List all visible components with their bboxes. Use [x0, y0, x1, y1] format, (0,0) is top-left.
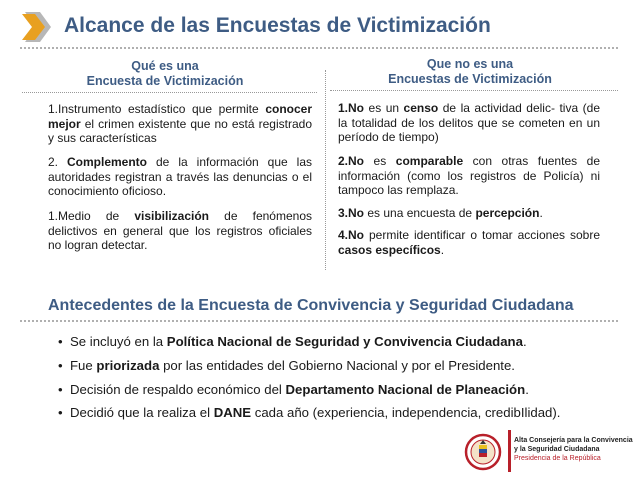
bullet-2-post: por las entidades del Gobierno Nacional y por el Presidente.: [159, 357, 515, 373]
right-column-heading: [335, 57, 605, 87]
list-item: [58, 401, 560, 425]
list-item: [58, 330, 560, 354]
right-heading-line2: Encuestas de Victimización: [388, 72, 552, 86]
right-heading-line1: Que no es una: [426, 57, 514, 71]
left-column-heading: [40, 59, 290, 89]
bullet-1-bold: Política Nacional de Seguridad y Convivencia Ciudadana: [166, 334, 523, 349]
right-item-1: [338, 101, 600, 145]
antecedentes-list: [58, 330, 560, 425]
right-item-1-bold: censo: [403, 101, 439, 115]
footer-line1: Alta Consejería para la Convivencia: [514, 437, 633, 444]
right-item-4-text1: permite identificar o tomar acciones sobre: [364, 228, 600, 242]
right-item-2: [338, 154, 600, 198]
column-divider: [325, 70, 326, 270]
left-item-3-lead: 1.Medio de: [48, 209, 135, 223]
left-item-1-bold: conocer mejor: [48, 102, 312, 131]
coat-of-arms-icon: [462, 433, 504, 471]
right-item-4-text2: .: [440, 242, 445, 257]
right-item-2-text1: es: [364, 154, 396, 168]
right-item-3-text1: es una encuesta de: [364, 206, 476, 220]
bullet-4-bold: DANE: [213, 405, 252, 421]
bullet-3-post: .: [525, 381, 529, 397]
bullet-3-bold: Departamento Nacional de Planeación: [285, 381, 526, 397]
bullet-2-pre: Fue: [70, 357, 97, 373]
right-item-4: [338, 228, 600, 257]
left-heading-divider: [22, 92, 317, 93]
left-item-2-bold: Complemento: [67, 155, 148, 169]
chevron-logo-icon: [20, 10, 54, 44]
list-item: [58, 378, 560, 402]
section-title: Antecedentes de la Encuesta de Convivencia y Seguridad Ciudadana: [48, 297, 574, 314]
right-item-3-num: 3.No: [338, 206, 365, 220]
left-item-2-tail: de la información que las autoridades registran a través las denuncias o el conocimiento oficioso.: [48, 155, 313, 199]
right-item-4-num: 4.No: [338, 228, 365, 242]
bullet-3-pre: Decisión de respaldo económico del: [70, 381, 286, 397]
right-item-3: [338, 206, 600, 221]
right-item-3-text2: .: [539, 206, 543, 220]
right-item-4-bold: casos específicos: [338, 242, 441, 257]
right-item-1-num: 1.No: [338, 101, 365, 115]
right-heading-divider: [330, 90, 618, 91]
left-item-2-lead: 2.: [48, 155, 67, 169]
bullet-1-pre: Se incluyó en la: [70, 334, 167, 349]
right-item-1-text2: de la actividad delic- tiva (de la totalidad de los delitos que se cometen en un período de tiempo): [338, 101, 600, 145]
right-item-3-bold: percepción: [475, 206, 540, 220]
left-heading-line2: Encuesta de Victimización: [86, 74, 244, 88]
page-title: Alcance de las Encuestas de Victimización: [64, 14, 491, 37]
section-divider: [20, 320, 618, 322]
left-item-3-bold: visibilización: [134, 209, 210, 223]
bullet-1-post: .: [522, 334, 527, 349]
right-item-2-bold: comparable: [395, 154, 464, 168]
footer-line3: Presidencia de la República: [514, 455, 601, 462]
right-item-2-text2: con otras fuentes de información (como los registros de Policía) ni tampoco las remplaza.: [338, 154, 600, 198]
bullet-4-pre: Decidió que la realiza el: [70, 405, 214, 421]
right-item-1-text1: es un: [364, 101, 404, 115]
footer-bar: [508, 430, 511, 472]
footer-line2: y la Seguridad Ciudadana: [514, 446, 600, 453]
left-item-3: [48, 209, 312, 253]
left-item-1-lead: 1.Instrumento estadístico que permite: [48, 102, 266, 116]
list-item: [58, 354, 560, 378]
title-divider: [20, 47, 618, 49]
left-item-1-tail: el crimen existente que no está registrado y sus características: [48, 116, 312, 146]
footer-text: [514, 436, 633, 463]
left-item-2: [48, 155, 312, 199]
bullet-2-bold: priorizada: [96, 357, 160, 373]
left-item-1: [48, 102, 312, 146]
right-item-2-num: 2.No: [338, 154, 365, 168]
left-heading-line1: Qué es una: [131, 59, 199, 73]
bullet-4-post: cada año (experiencia, independencia, credibIlidad).: [251, 405, 561, 421]
left-item-3-tail: de fenómenos delictivos en general que los registros oficiales no logran detectar.: [48, 209, 312, 253]
